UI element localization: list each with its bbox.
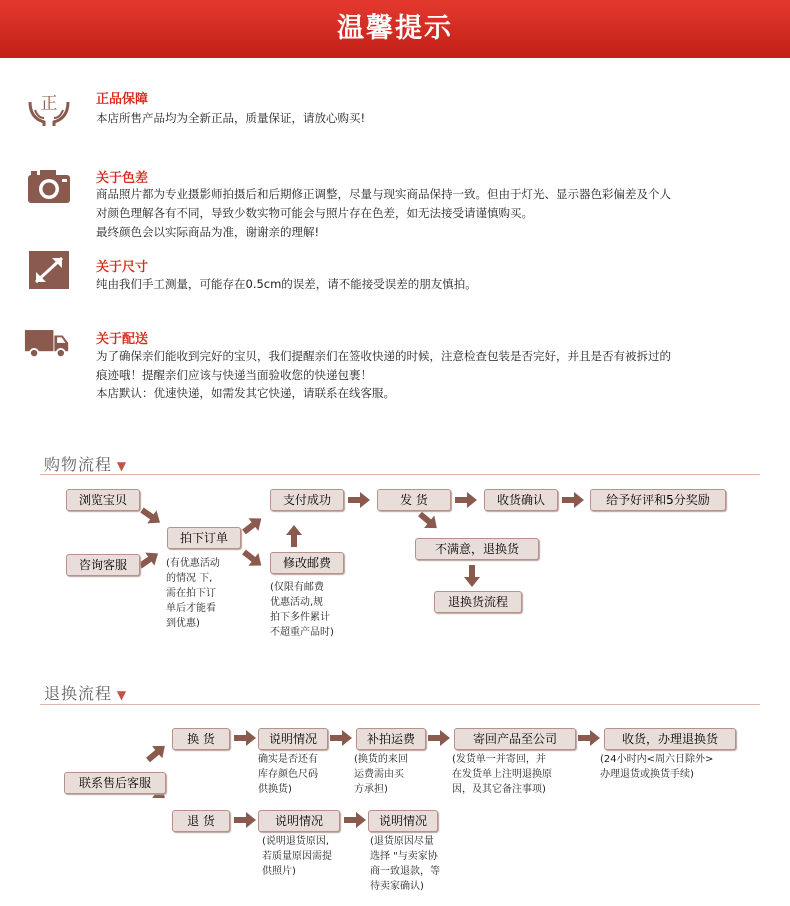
step-explain-reason: 说明情况 (368, 810, 438, 832)
postage-note: (仅限有邮费 优惠活动,规 拍下多件累计 不超重产品时) (270, 582, 334, 638)
send-back-note: (发货单一并寄回，并 在发货单上注明退换原 因，及其它备注事项) (452, 754, 552, 795)
step-browse: 浏览宝贝 (66, 489, 140, 511)
step-payment-success: 支付成功 (270, 489, 344, 511)
step-repay-shipping: 补拍运费 (356, 728, 426, 750)
section-title-shopping: 购物流程 ▼ (44, 455, 128, 474)
notice-title-size: 关于尺寸 (96, 260, 149, 275)
step-receive-process: 收货，办理退换货 (604, 728, 736, 750)
step-explain-refund: 说明情况 (258, 810, 340, 832)
notice-title-genuine: 正品保障 (96, 92, 149, 107)
notice-title-delivery: 关于配送 (96, 332, 149, 347)
receive-note: (24小时内<周六日除外> 办理退货或换货手续) (600, 754, 714, 780)
step-return-flow: 退换货流程 (434, 591, 522, 613)
notice-line: 对颜色理解各有不同，导致少数实物可能会与照片存在色差，如无法接受请谨慎购买。 (96, 206, 533, 220)
step-refund: 退 货 (172, 810, 230, 832)
step-exchange: 换 货 (172, 728, 230, 750)
step-contact-aftersales: 联系售后客服 (64, 772, 166, 794)
repay-note: (换货的来回 运费需由买 方承担) (354, 754, 408, 795)
step-modify-postage: 修改邮费 (270, 552, 344, 574)
notice-line: 为了确保亲们能收到完好的宝贝，我们提醒亲们在签收快递的时候，注意检查包装是否完好，并且是否有被拆过的 (96, 349, 671, 363)
notice-title-color: 关于色差 (96, 171, 149, 186)
notice-line: 最终颜色会以实际商品为准，谢谢亲的理解! (96, 225, 320, 239)
step-consult: 咨询客服 (66, 554, 140, 576)
step-unsatisfied-return: 不满意，退换货 (415, 538, 539, 560)
step-review-reward: 给予好评和5分奖励 (590, 489, 726, 511)
notice-line: 本店默认：优速快递，如需发其它快递，请联系在线客服。 (96, 386, 395, 400)
step-send-back: 寄回产品至公司 (454, 728, 576, 750)
step-ship: 发 货 (377, 489, 451, 511)
explain-refund-note: (说明退货原因, 若质量原因需提 供照片) (262, 836, 332, 877)
notice-line: 商品照片都为专业摄影师拍摄后和后期修正调整，尽量与现实商品保持一致。但由于灯光、显示器色彩偏差及个人 (96, 187, 671, 201)
page-title: 温馨提示 (337, 13, 453, 44)
section-title-returns: 退换流程 ▼ (44, 684, 128, 703)
notice-line: 痕迹哦！提醒亲们应该与快递当面验收您的快递包裹！ (96, 368, 372, 382)
order-note: (有优惠活动 的情况 下, 需在拍下订 单后才能看 到优惠) (166, 558, 220, 629)
step-confirm-receipt: 收货确认 (484, 489, 558, 511)
explain-exchange-note: 确实是否还有 库存颜色尺码 供换货) (258, 754, 318, 795)
step-place-order: 拍下订单 (167, 527, 241, 549)
notice-line: 纯由我们手工测量，可能存在0.5cm的误差，请不能接受误差的朋友慎拍。 (96, 277, 477, 291)
notice-line: 本店所售产品均为全新正品，质量保证，请放心购买! (96, 111, 366, 125)
svg-text:正: 正 (40, 94, 58, 114)
explain-reason-note: (退货原因尽量 选择 "与卖家协 商一致退款，等 待卖家确认) (370, 836, 440, 892)
step-explain-exchange: 说明情况 (258, 728, 328, 750)
